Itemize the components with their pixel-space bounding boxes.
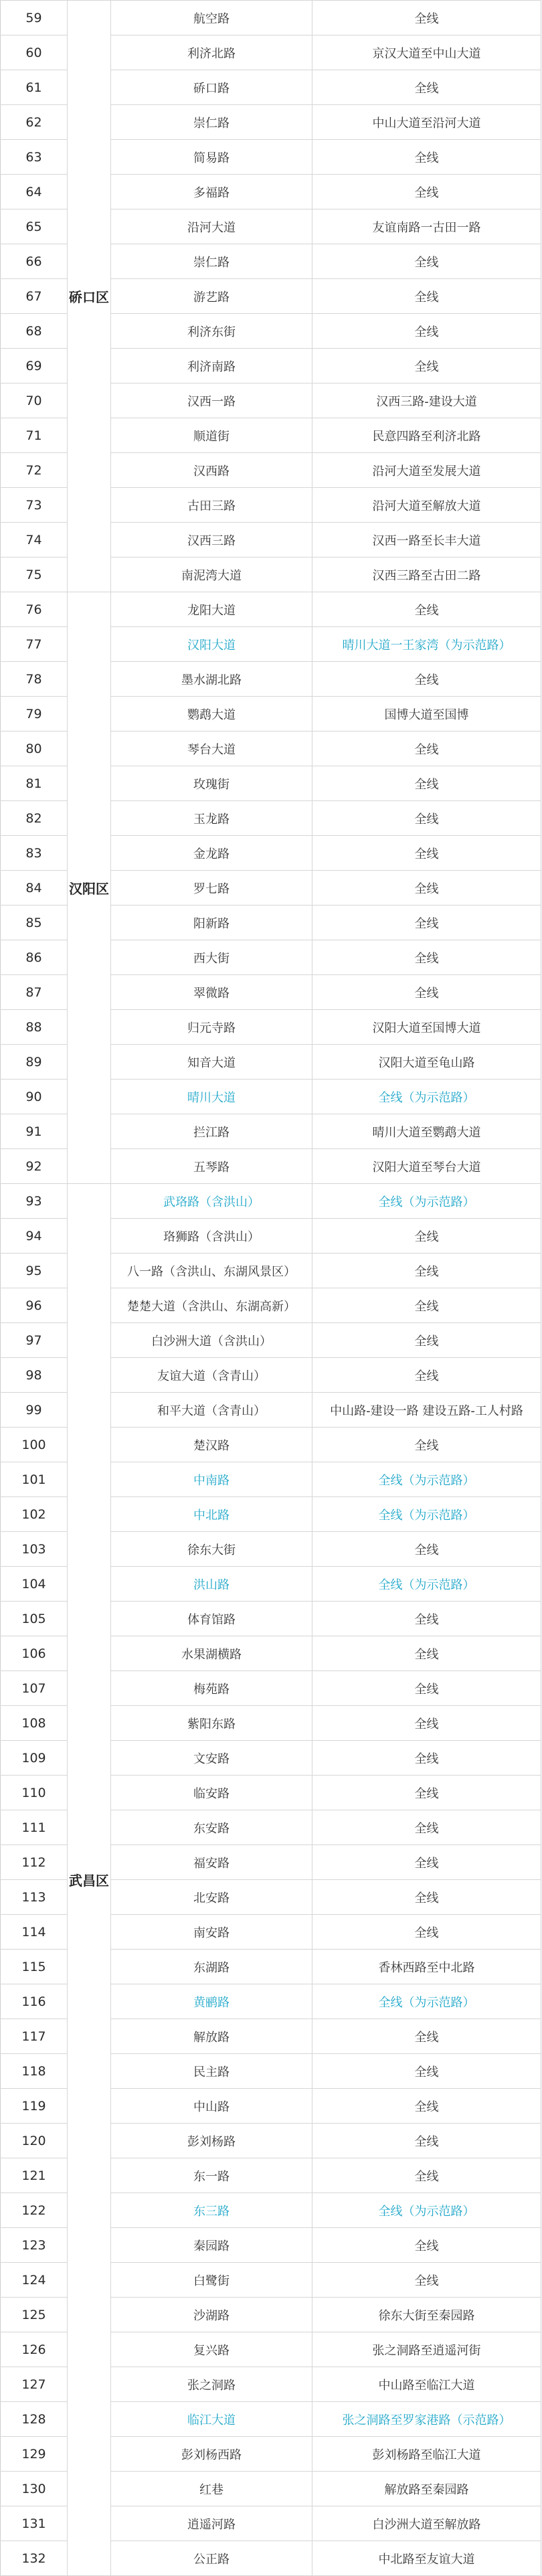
road-scope: 全线 [312, 140, 541, 175]
row-number: 108 [1, 1706, 68, 1741]
road-scope: 汉西三路-建设大道 [312, 383, 541, 418]
road-name: 白沙洲大道（含洪山） [111, 1323, 312, 1358]
table-row [1, 592, 541, 627]
road-scope: 全线（为示范路） [312, 1462, 541, 1497]
road-scope: 晴川大道一王家湾（为示范路） [312, 627, 541, 662]
road-name: 南泥湾大道 [111, 557, 312, 592]
road-name: 水果湖横路 [111, 1636, 312, 1671]
road-scope: 解放路至秦园路 [312, 2472, 541, 2506]
row-number: 73 [1, 488, 68, 523]
road-scope: 中山大道至沿河大道 [312, 105, 541, 140]
road-scope: 全线 [312, 592, 541, 627]
row-number: 132 [1, 2541, 68, 2576]
row-number: 62 [1, 105, 68, 140]
road-scope: 全线 [312, 1219, 541, 1254]
road-scope: 全线 [312, 175, 541, 209]
road-scope: 张之洞路至罗家港路（示范路） [312, 2402, 541, 2437]
row-number: 121 [1, 2158, 68, 2193]
road-scope: 民意四路至利济北路 [312, 418, 541, 453]
road-scope: 徐东大街至秦园路 [312, 2298, 541, 2332]
row-number: 122 [1, 2193, 68, 2228]
road-name: 友谊大道（含青山） [111, 1358, 312, 1393]
row-number: 92 [1, 1149, 68, 1184]
road-name: 临安路 [111, 1776, 312, 1810]
row-number: 67 [1, 279, 68, 314]
road-scope: 全线 [312, 906, 541, 940]
road-name: 楚楚大道（含洪山、东湖高新） [111, 1288, 312, 1323]
road-name: 罗七路 [111, 871, 312, 906]
road-name: 复兴路 [111, 2332, 312, 2367]
road-scope: 全线 [312, 662, 541, 697]
road-scope: 全线 [312, 2158, 541, 2193]
road-scope: 全线 [312, 1915, 541, 1950]
row-number: 85 [1, 906, 68, 940]
row-number: 94 [1, 1219, 68, 1254]
road-scope: 全线 [312, 1428, 541, 1462]
road-name: 武珞路（含洪山） [111, 1184, 312, 1219]
row-number: 120 [1, 2124, 68, 2158]
road-scope: 全线 [312, 2263, 541, 2298]
road-name: 东一路 [111, 2158, 312, 2193]
road-name: 汉西一路 [111, 383, 312, 418]
road-name: 游艺路 [111, 279, 312, 314]
road-scope: 全线（为示范路） [312, 1497, 541, 1532]
table-row [1, 1, 541, 35]
row-number: 114 [1, 1915, 68, 1950]
road-scope: 全线 [312, 1845, 541, 1880]
row-number: 82 [1, 801, 68, 836]
row-number: 76 [1, 592, 68, 627]
road-scope: 国博大道至国博 [312, 697, 541, 732]
road-scope: 全线 [312, 244, 541, 279]
row-number: 60 [1, 35, 68, 70]
road-name: 汉西三路 [111, 523, 312, 557]
row-number: 97 [1, 1323, 68, 1358]
road-name: 西大街 [111, 940, 312, 975]
road-scope: 汉阳大道至国博大道 [312, 1010, 541, 1045]
row-number: 129 [1, 2437, 68, 2472]
road-scope: 汉阳大道至龟山路 [312, 1045, 541, 1080]
row-number: 68 [1, 314, 68, 349]
road-name: 汉阳大道 [111, 627, 312, 662]
road-name: 黄鹂路 [111, 1984, 312, 2019]
row-number: 69 [1, 349, 68, 383]
road-name: 洪山路 [111, 1567, 312, 1602]
row-number: 90 [1, 1080, 68, 1114]
road-name: 红巷 [111, 2472, 312, 2506]
row-number: 106 [1, 1636, 68, 1671]
road-scope: 全线 [312, 801, 541, 836]
road-scope: 全线 [312, 1, 541, 35]
row-number: 70 [1, 383, 68, 418]
road-scope: 全线 [312, 2019, 541, 2054]
row-number: 65 [1, 209, 68, 244]
road-scope: 全线 [312, 1810, 541, 1845]
road-scope: 全线 [312, 1602, 541, 1636]
road-scope: 全线（为示范路） [312, 1184, 541, 1219]
row-number: 125 [1, 2298, 68, 2332]
road-scope: 全线 [312, 1323, 541, 1358]
row-number: 127 [1, 2367, 68, 2402]
row-number: 124 [1, 2263, 68, 2298]
road-scope: 京汉大道至中山大道 [312, 35, 541, 70]
road-scope: 全线 [312, 940, 541, 975]
road-scope: 全线 [312, 1636, 541, 1671]
road-scope: 全线 [312, 70, 541, 105]
road-scope: 白沙洲大道至解放路 [312, 2506, 541, 2541]
road-name: 玫瑰街 [111, 766, 312, 801]
row-number: 87 [1, 975, 68, 1010]
road-name: 临江大道 [111, 2402, 312, 2437]
road-scope: 中山路-建设一路 建设五路-工人村路 [312, 1393, 541, 1428]
row-number: 93 [1, 1184, 68, 1219]
row-number: 118 [1, 2054, 68, 2089]
road-scope: 全线 [312, 349, 541, 383]
road-scope: 全线（为示范路） [312, 1567, 541, 1602]
row-number: 72 [1, 453, 68, 488]
road-name: 北安路 [111, 1880, 312, 1915]
road-scope: 全线 [312, 2124, 541, 2158]
road-name: 东安路 [111, 1810, 312, 1845]
road-name: 墨水湖北路 [111, 662, 312, 697]
road-scope: 全线 [312, 766, 541, 801]
row-number: 59 [1, 1, 68, 35]
table-row [1, 1184, 541, 1219]
road-scope: 晴川大道至鹦鹉大道 [312, 1114, 541, 1149]
road-name: 民主路 [111, 2054, 312, 2089]
road-scope: 中山路至临江大道 [312, 2367, 541, 2402]
row-number: 101 [1, 1462, 68, 1497]
road-scope: 全线 [312, 314, 541, 349]
row-number: 126 [1, 2332, 68, 2367]
road-name: 文安路 [111, 1741, 312, 1776]
road-scope: 全线 [312, 1358, 541, 1393]
road-name: 多福路 [111, 175, 312, 209]
row-number: 110 [1, 1776, 68, 1810]
road-scope: 全线（为示范路） [312, 1080, 541, 1114]
row-number: 115 [1, 1950, 68, 1984]
row-number: 80 [1, 732, 68, 766]
road-name: 体育馆路 [111, 1602, 312, 1636]
road-scope: 全线 [312, 1706, 541, 1741]
road-name: 航空路 [111, 1, 312, 35]
road-name: 徐东大街 [111, 1532, 312, 1567]
road-scope: 全线 [312, 871, 541, 906]
row-number: 117 [1, 2019, 68, 2054]
road-scope: 沿河大道至解放大道 [312, 488, 541, 523]
row-number: 111 [1, 1810, 68, 1845]
road-scope: 中北路至友谊大道 [312, 2541, 541, 2576]
row-number: 109 [1, 1741, 68, 1776]
road-name: 鹦鹉大道 [111, 697, 312, 732]
road-name: 八一路（含洪山、东湖风景区） [111, 1254, 312, 1288]
district-name: 硚口区 [68, 1, 111, 592]
row-number: 113 [1, 1880, 68, 1915]
road-scope: 友谊南路一古田一路 [312, 209, 541, 244]
row-number: 77 [1, 627, 68, 662]
road-name: 彭刘杨西路 [111, 2437, 312, 2472]
row-number: 78 [1, 662, 68, 697]
road-name: 白鹭街 [111, 2263, 312, 2298]
road-name: 沙湖路 [111, 2298, 312, 2332]
road-scope: 全线 [312, 1741, 541, 1776]
road-name: 硚口路 [111, 70, 312, 105]
row-number: 99 [1, 1393, 68, 1428]
road-name: 沿河大道 [111, 209, 312, 244]
road-name: 崇仁路 [111, 244, 312, 279]
row-number: 86 [1, 940, 68, 975]
road-scope: 全线 [312, 975, 541, 1010]
road-name: 东湖路 [111, 1950, 312, 1984]
road-name: 琴台大道 [111, 732, 312, 766]
road-name: 中南路 [111, 1462, 312, 1497]
road-name: 利济北路 [111, 35, 312, 70]
road-name: 张之洞路 [111, 2367, 312, 2402]
row-number: 83 [1, 836, 68, 871]
road-scope: 全线 [312, 2054, 541, 2089]
row-number: 104 [1, 1567, 68, 1602]
road-name: 秦园路 [111, 2228, 312, 2263]
road-name: 拦江路 [111, 1114, 312, 1149]
road-name: 东三路 [111, 2193, 312, 2228]
road-scope: 全线 [312, 1776, 541, 1810]
road-scope: 全线（为示范路） [312, 2193, 541, 2228]
road-name: 崇仁路 [111, 105, 312, 140]
row-number: 98 [1, 1358, 68, 1393]
road-scope: 全线 [312, 2089, 541, 2124]
row-number: 130 [1, 2472, 68, 2506]
row-number: 74 [1, 523, 68, 557]
road-scope: 全线 [312, 2228, 541, 2263]
road-name: 知音大道 [111, 1045, 312, 1080]
row-number: 95 [1, 1254, 68, 1288]
road-scope: 全线 [312, 1671, 541, 1706]
district-name: 汉阳区 [68, 592, 111, 1184]
row-number: 91 [1, 1114, 68, 1149]
road-name: 简易路 [111, 140, 312, 175]
road-name: 南安路 [111, 1915, 312, 1950]
road-scope: 汉西一路至长丰大道 [312, 523, 541, 557]
road-scope: 全线（为示范路） [312, 1984, 541, 2019]
road-scope: 香林西路至中北路 [312, 1950, 541, 1984]
road-list-body [1, 1, 541, 2576]
road-name: 中山路 [111, 2089, 312, 2124]
row-number: 88 [1, 1010, 68, 1045]
row-number: 105 [1, 1602, 68, 1636]
row-number: 71 [1, 418, 68, 453]
road-name: 彭刘杨路 [111, 2124, 312, 2158]
road-name: 翠微路 [111, 975, 312, 1010]
road-name: 珞狮路（含洪山） [111, 1219, 312, 1254]
row-number: 100 [1, 1428, 68, 1462]
row-number: 119 [1, 2089, 68, 2124]
row-number: 123 [1, 2228, 68, 2263]
road-name: 利济东街 [111, 314, 312, 349]
row-number: 107 [1, 1671, 68, 1706]
row-number: 81 [1, 766, 68, 801]
row-number: 89 [1, 1045, 68, 1080]
road-scope: 全线 [312, 1880, 541, 1915]
row-number: 96 [1, 1288, 68, 1323]
road-scope: 张之洞路至逍遥河街 [312, 2332, 541, 2367]
road-name: 晴川大道 [111, 1080, 312, 1114]
road-name: 公正路 [111, 2541, 312, 2576]
road-name: 玉龙路 [111, 801, 312, 836]
road-scope: 全线 [312, 1254, 541, 1288]
row-number: 63 [1, 140, 68, 175]
road-name: 金龙路 [111, 836, 312, 871]
road-name: 汉西路 [111, 453, 312, 488]
road-scope: 全线 [312, 1288, 541, 1323]
row-number: 84 [1, 871, 68, 906]
road-name: 顺道街 [111, 418, 312, 453]
road-name: 梅苑路 [111, 1671, 312, 1706]
road-scope: 沿河大道至发展大道 [312, 453, 541, 488]
road-scope: 全线 [312, 279, 541, 314]
road-name: 楚汉路 [111, 1428, 312, 1462]
road-name: 龙阳大道 [111, 592, 312, 627]
row-number: 116 [1, 1984, 68, 2019]
road-name: 中北路 [111, 1497, 312, 1532]
road-name: 古田三路 [111, 488, 312, 523]
road-name: 阳新路 [111, 906, 312, 940]
road-name: 和平大道（含青山） [111, 1393, 312, 1428]
road-scope: 全线 [312, 1532, 541, 1567]
district-name: 武昌区 [68, 1184, 111, 2576]
road-scope: 全线 [312, 836, 541, 871]
row-number: 131 [1, 2506, 68, 2541]
road-name: 紫阳东路 [111, 1706, 312, 1741]
row-number: 75 [1, 557, 68, 592]
road-name: 利济南路 [111, 349, 312, 383]
row-number: 64 [1, 175, 68, 209]
row-number: 102 [1, 1497, 68, 1532]
road-name: 解放路 [111, 2019, 312, 2054]
road-name: 福安路 [111, 1845, 312, 1880]
road-name: 五琴路 [111, 1149, 312, 1184]
road-scope: 汉阳大道至琴台大道 [312, 1149, 541, 1184]
road-name: 逍遥河路 [111, 2506, 312, 2541]
row-number: 61 [1, 70, 68, 105]
row-number: 79 [1, 697, 68, 732]
row-number: 128 [1, 2402, 68, 2437]
row-number: 103 [1, 1532, 68, 1567]
road-scope: 汉西三路至古田二路 [312, 557, 541, 592]
road-scope: 全线 [312, 732, 541, 766]
road-scope: 彭刘杨路至临江大道 [312, 2437, 541, 2472]
road-name: 归元寺路 [111, 1010, 312, 1045]
row-number: 66 [1, 244, 68, 279]
row-number: 112 [1, 1845, 68, 1880]
